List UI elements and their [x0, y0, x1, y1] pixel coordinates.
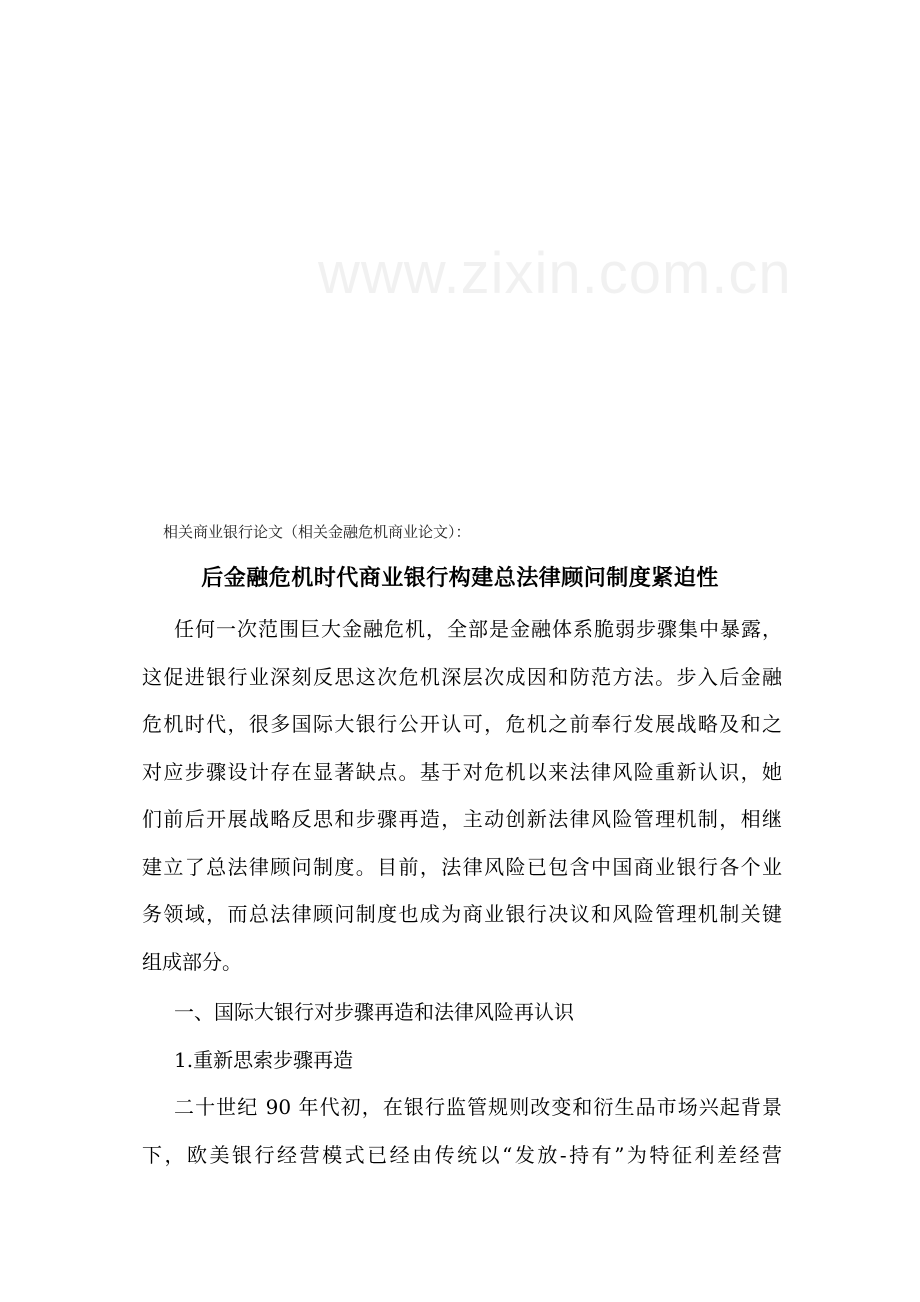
paragraph-line: 下，欧美银行经营模式已经由传统以“发放-持有”为特征利差经营: [142, 1142, 782, 1167]
paragraph-line: 务领域，而总法律顾问制度也成为商业银行决议和风险管理机制关键: [142, 902, 782, 926]
paragraph-line: 建立了总法律顾问制度。目前，法律风险已包含中国商业银行各个业: [142, 854, 782, 879]
header-note: 相关商业银行论文（相关金融危机商业论文）：: [163, 523, 471, 541]
paragraph-line: 任何一次范围巨大金融危机，全部是金融体系脆弱步骤集中暴露，: [174, 617, 782, 641]
paragraph-line: 危机时代，很多国际大银行公开认可，危机之前奉行发展战略及和之: [142, 712, 782, 736]
section-heading: 一、国际大银行对步骤再造和法律风险再认识: [174, 1000, 574, 1024]
paragraph-1: [142, 606, 782, 986]
paragraph-line: 这促进银行业深刻反思这次危机深层次成因和防范方法。步入后金融: [142, 664, 782, 689]
watermark: www.zixin.com.cn: [318, 241, 792, 306]
subsection-heading: 1.重新思索步骤再造: [174, 1048, 354, 1072]
paragraph-line: 组成部分。: [142, 949, 242, 974]
paragraph-line: 对应步骤设计存在显著缺点。基于对危机以来法律风险重新认识，她: [142, 759, 782, 784]
paragraph-line: 二十世纪 90 年代初，在银行监管规则改变和衍生品市场兴起背景: [174, 1095, 782, 1119]
paragraph-2: [142, 1084, 782, 1179]
paragraph-line: 们前后开展战略反思和步骤再造，主动创新法律风险管理机制，相继: [142, 807, 782, 831]
page-title: 后金融危机时代商业银行构建总法律顾问制度紧迫性: [201, 566, 719, 591]
